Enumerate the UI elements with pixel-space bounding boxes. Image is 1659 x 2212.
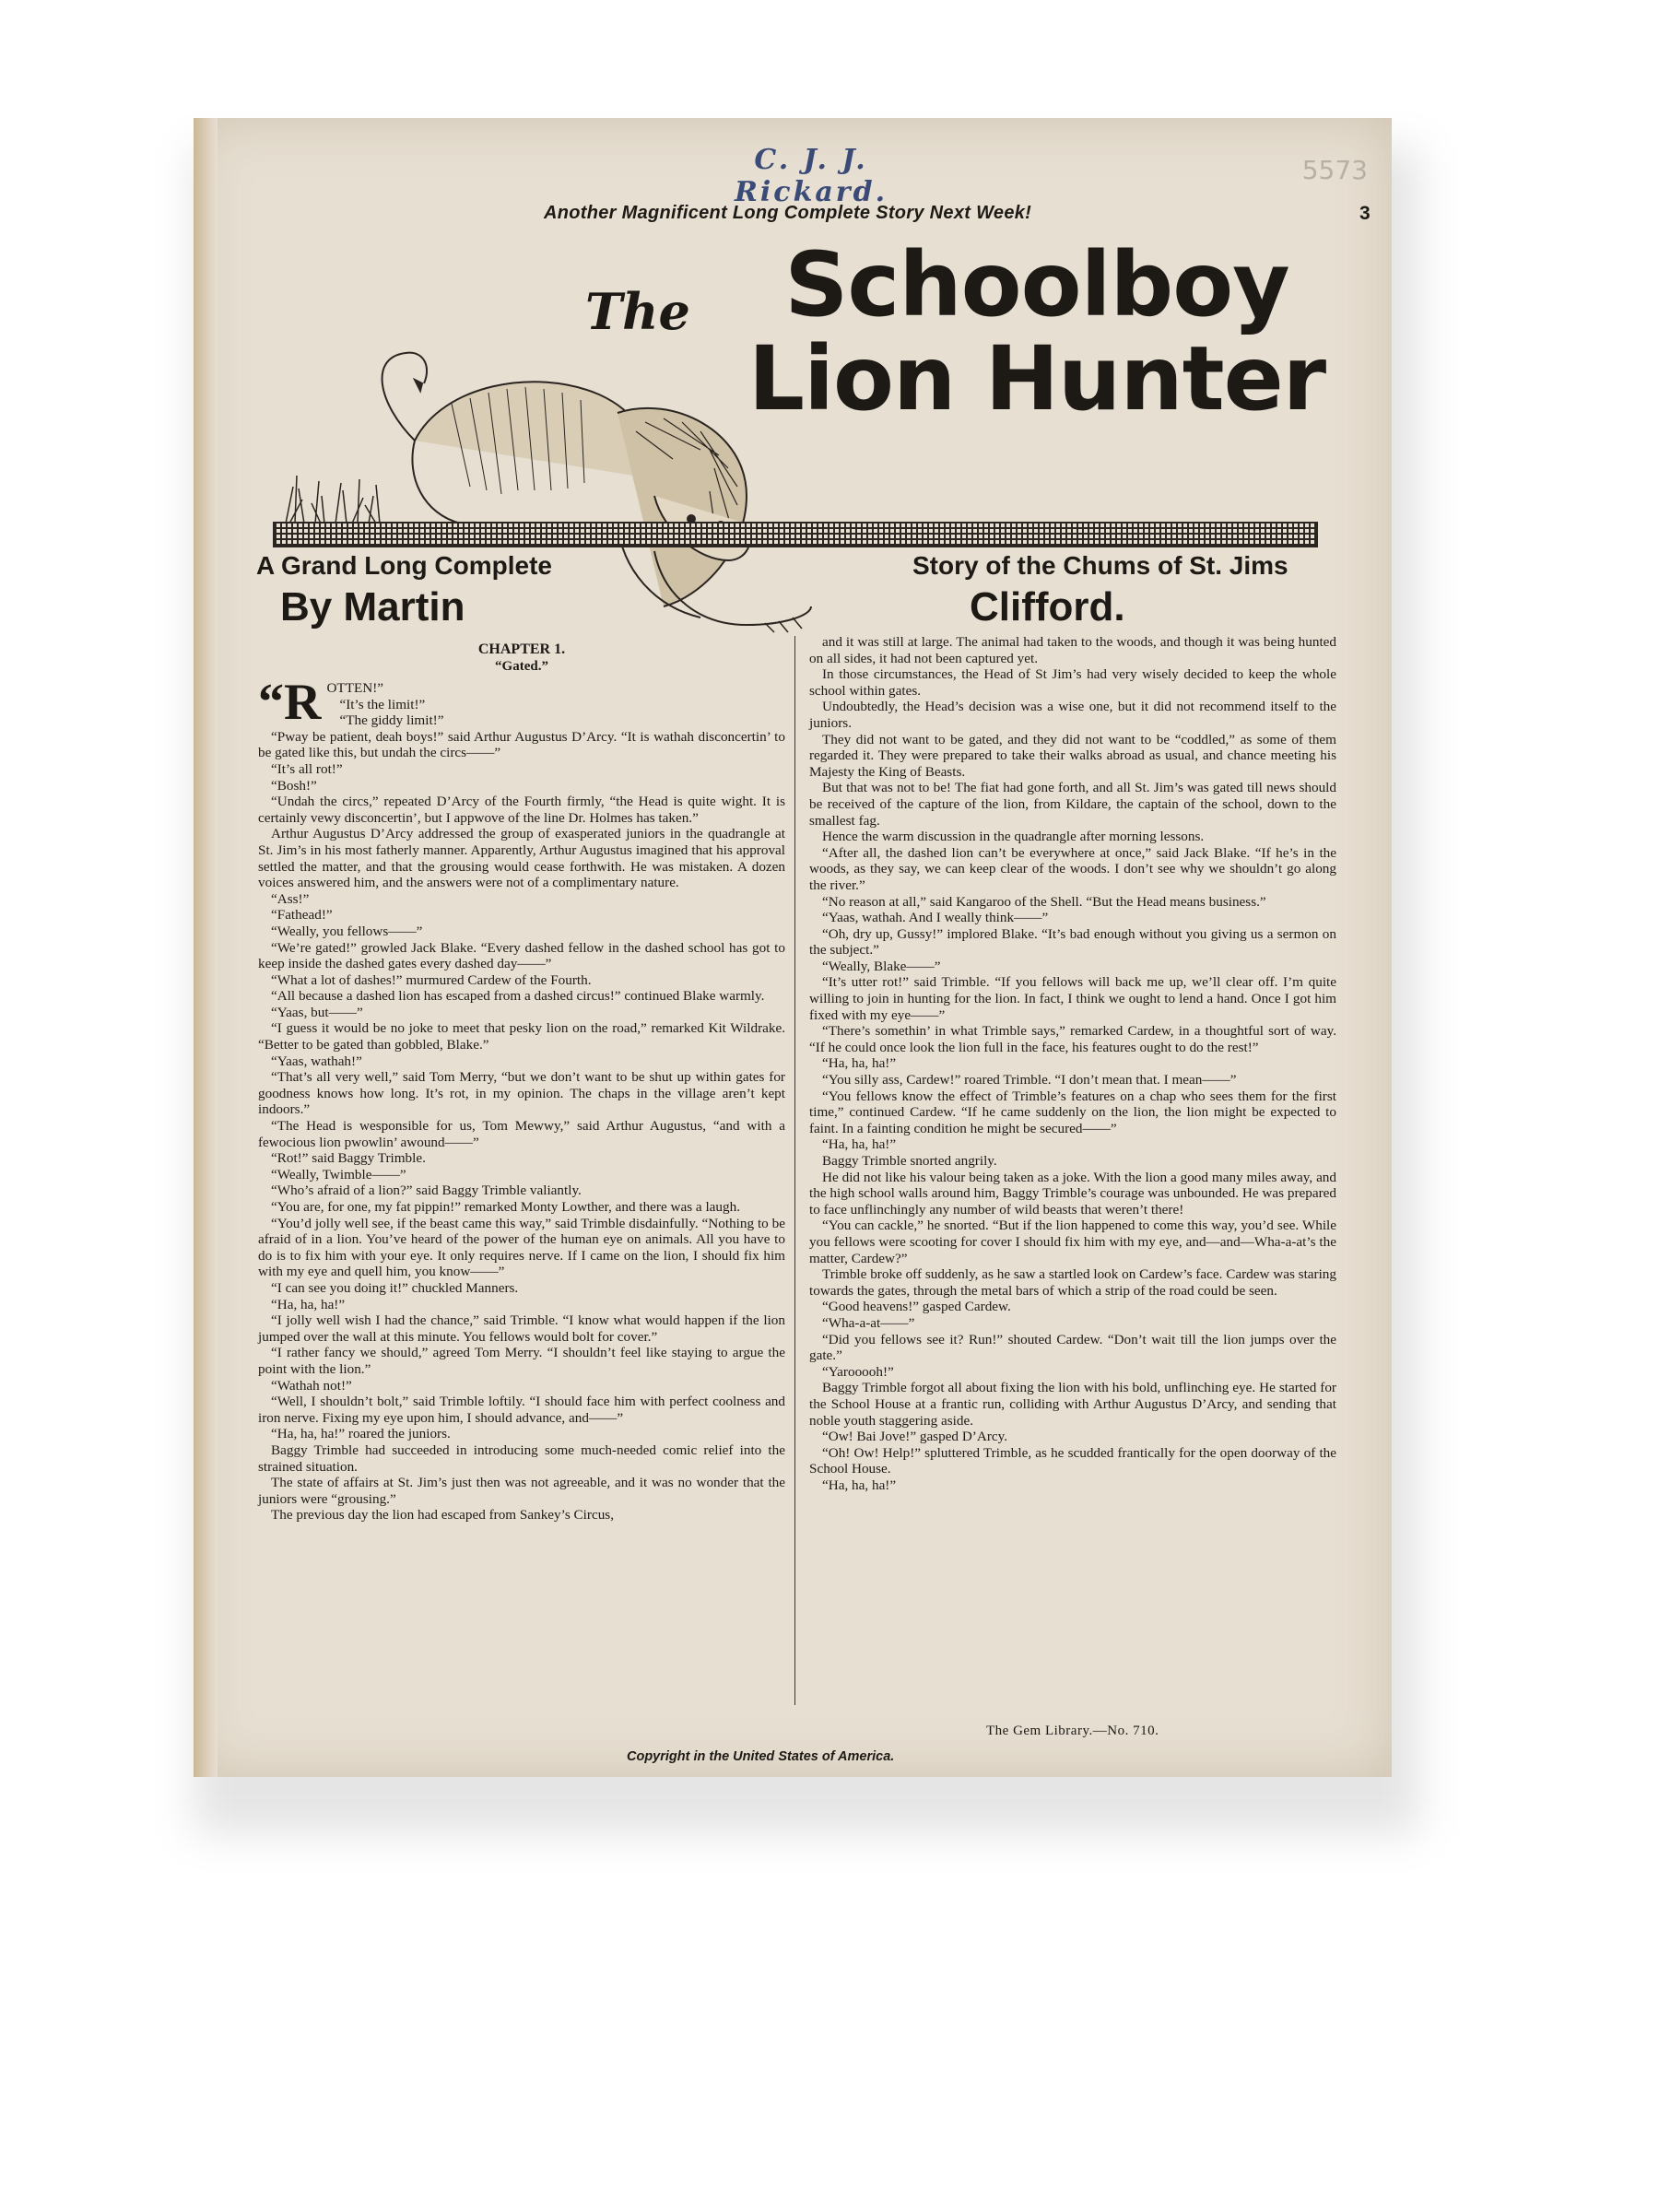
paragraph: “It’s the limit!” (339, 696, 426, 712)
left-column-paragraphs (258, 697, 785, 1524)
paragraph: “There’s somethin’ in what Trimble says,” remarked Cardew, in a thoughtful sort of way. “If he could once look the lion full in the face, his features ought to do the rest!” (809, 1023, 1336, 1055)
owner-stamp: C. J. J. Rickard. (734, 144, 888, 208)
paragraph: “Pway be patient, deah boys!” said Arthur Augustus D’Arcy. “It is wathah disconcertin’ to be gated like this, but undah the circs——” (258, 728, 785, 761)
chapter-number: CHAPTER 1. (477, 641, 566, 657)
opening-text: OTTEN!” (326, 680, 384, 696)
library-issue: The Gem Library.—No. 710. (986, 1724, 1159, 1738)
paragraph: “It’s all rot!” (271, 760, 343, 777)
pencil-note: 5573 (1301, 155, 1368, 185)
paragraph: “Ha, ha, ha!” (822, 1055, 897, 1072)
paragraph: “Ha, ha, ha!” (822, 1136, 897, 1153)
story-title (687, 233, 1387, 430)
paragraph: “I jolly well wish I had the chance,” said Trimble. “I know what would happen if the lion jumped over the wall at this minute. You fellows would bolt for cover.” (258, 1312, 785, 1345)
paragraph: “Yaas, wathah!” (271, 1053, 362, 1069)
paragraph: “Weally, Twimble——” (271, 1166, 406, 1182)
paragraph: “Ow! Bai Jove!” gasped D’Arcy. (822, 1429, 1008, 1445)
byline-author: Clifford. (970, 584, 1125, 629)
paragraph: “We’re gated!” growled Jack Blake. “Every dashed fellow in the dashed school has got to keep inside the dashed gates every dashed day——” (258, 939, 785, 972)
paragraph: “Oh, dry up, Gussy!” implored Blake. “It’s bad enough without you giving us a sermon on the subject.” (809, 925, 1336, 959)
paragraph: “Ha, ha, ha!” (271, 1296, 346, 1312)
paragraph: In those circumstances, the Head of St Jim’s had very wisely decided to keep the whole school within gates. (809, 666, 1336, 699)
paragraph: “Yarooooh!” (822, 1363, 894, 1380)
paragraph: Baggy Trimble snorted angrily. (822, 1153, 997, 1169)
paragraph: The state of affairs at St. Jim’s just then was not agreeable, and it was no wonder that the juniors were “grousing.” (258, 1475, 785, 1507)
paragraph: “You can cackle,” he snorted. “But if the lion happened to come this way, you’d see. While you fellows were scooting for cover I should fix him with my eye, and—and—Wha-a-at’s the matter, Cardew?” (809, 1218, 1336, 1266)
paragraph: They did not want to be gated, and they did not want to be “coddled,” as some of them regarded it. They were prepared to take their walks abroad as usual, and chance meeting his Majesty the King of Beasts. (809, 731, 1336, 780)
paragraph: “The Head is wesponsible for us, Tom Mewwy,” said Arthur Augustus, “and with a fewocious lion pwowlin’ awound——” (258, 1118, 785, 1150)
title-hatch-bar (273, 522, 1318, 547)
paragraph: “Ha, ha, ha!” (822, 1477, 897, 1493)
copyright-line: Copyright in the United States of America. (627, 1749, 895, 1764)
paragraph: “Good heavens!” gasped Cardew. (822, 1299, 1011, 1315)
paragraph: “Yaas, but——” (271, 1004, 363, 1020)
paragraph: He did not like his valour being taken as a joke. With the lion a good many miles away, and the high school walls around him, Baggy Trimble’s courage was unbounded. He was prepared to face unflinchingly any number of wild beasts that weren’t there! (809, 1169, 1336, 1218)
paragraph: “Well, I shouldn’t bolt,” said Trimble loftily. “I should face him with perfect coolness and iron nerve. Fixing my eye upon him, I should advance, and——” (258, 1394, 785, 1426)
paragraph: “No reason at all,” said Kangaroo of the Shell. “But the Head means business.” (822, 893, 1266, 910)
page-spine (194, 118, 218, 1777)
paragraph: “Wathah not!” (271, 1377, 352, 1394)
paragraph: “Undah the circs,” repeated D’Arcy of the Fourth firmly, “the Head is quite wight. It is certainly vewy disconcertin’, but I appwove of the line Dr. Holmes has taken.” (258, 794, 785, 826)
title-line-2: Lion Hunter (747, 327, 1326, 430)
paragraph: “You silly ass, Cardew!” roared Trimble. “I don’t mean that. I mean——” (822, 1072, 1237, 1088)
paragraph: Trimble broke off suddenly, as he saw a startled look on Cardew’s face. Cardew was staring towards the gates, through the metal bars of which a strip of the road could be seen. (809, 1266, 1336, 1299)
paragraph: “You are, for one, my fat pippin!” remarked Monty Lowther, and there was a laugh. (271, 1199, 741, 1215)
paragraph: “I rather fancy we should,” agreed Tom Merry. “I shouldn’t feel like staying to argue the point with the lion.” (258, 1345, 785, 1377)
paragraph: “I guess it would be no joke to meet that pesky lion on the road,” remarked Kit Wildrake. “Better to be gated than gobbled, Blake.” (258, 1020, 785, 1053)
paragraph: “Who’s afraid of a lion?” said Baggy Trimble valiantly. (271, 1182, 582, 1199)
paragraph: “I can see you doing it!” chuckled Manners. (271, 1279, 519, 1296)
paragraph: “Weally, Blake——” (822, 958, 941, 974)
paragraph: Baggy Trimble forgot all about fixing the lion with his bold, unflinching eye. He started for the School House at a frantic run, colliding with Arthur Augustus D’Arcy, and sending that noble youth staggering aside. (809, 1380, 1336, 1429)
column-divider (794, 636, 795, 1705)
byline-by: By Martin (280, 584, 465, 629)
paragraph: “Wha-a-at——” (822, 1314, 915, 1331)
paragraph: “You fellows know the effect of Trimble’s features on a chap who sees them for the first time,” continued Cardew. “If he came suddenly on the lion, the lion might be expected to faint. In a fainting condition he might be secured——” (809, 1088, 1336, 1136)
paragraph: “It’s utter rot!” said Trimble. “If you fellows will back me up, we’ll clear off. I’m quite willing to join in hunting for the lion. In fact, I think we ought to lend a hand. Once I got him fixed with my eye——” (809, 974, 1336, 1023)
paragraph: But that was not to be! The fiat had gone forth, and all St. Jim’s was gated till news should be received of the capture of the lion, from Kildare, the captain of the school, down to the smallest fag. (809, 780, 1336, 829)
drop-cap: “R (258, 674, 322, 731)
paragraph: Baggy Trimble had succeeded in introducing some much-needed comic relief into the strained situation. (258, 1441, 785, 1475)
title-line-1: Schoolboy (784, 233, 1289, 336)
subtitle-left: A Grand Long Complete (256, 551, 552, 580)
paragraph: “You’d jolly well see, if the beast came this way,” said Trimble disdainfully. “Nothing to be afraid of in a lion. You’ve heard of the power of the human eye on animals. All you have to do is to fix him with your eye. It only requires nerve. If I came on the lion, I should fix him with my eye and quell him, you know——” (258, 1215, 785, 1280)
magazine-page (194, 118, 1392, 1777)
paragraph: “The giddy limit!” (339, 712, 444, 729)
paragraph: “That’s all very well,” said Tom Merry, “but we don’t want to be shut up within gates for goodness knows how long. It’s rot, in my opinion. The chaps in the village aren’t kept indoors.” (258, 1069, 785, 1118)
paragraph: “Rot!” said Baggy Trimble. (271, 1150, 426, 1167)
paragraph: “Oh! Ow! Help!” spluttered Trimble, as he scudded frantically for the open doorway of the School House. (809, 1444, 1336, 1477)
paragraph: “Yaas, wathah. And I weally think——” (822, 910, 1049, 926)
paragraph: “Weally, you fellows——” (271, 923, 423, 939)
paragraph: “What a lot of dashes!” murmured Cardew of the Fourth. (271, 971, 592, 988)
subtitle-right: Story of the Chums of St. Jims (912, 551, 1288, 580)
title-the: The (585, 282, 690, 341)
grass-tufts (286, 476, 380, 524)
right-column (809, 634, 1336, 1493)
right-column-paragraphs (809, 634, 1336, 1493)
paragraph: The previous day the lion had escaped from Sankey’s Circus, (271, 1507, 614, 1524)
paragraph: “Fathead!” (271, 907, 333, 924)
chapter-title: “Gated.” (495, 659, 548, 674)
paragraph: and it was still at large. The animal had taken to the woods, and though it was being hunted on all sides, it had not been captured yet. (809, 634, 1336, 666)
page-number: 3 (1359, 203, 1371, 224)
paragraph: “All because a dashed lion has escaped from a dashed circus!” continued Blake warmly. (271, 988, 765, 1005)
paragraph: “Ha, ha, ha!” roared the juniors. (271, 1426, 451, 1442)
paragraph: Hence the warm discussion in the quadrangle after morning lessons. (822, 829, 1205, 845)
paragraph: “Did you fellows see it? Run!” shouted Cardew. “Don’t wait till the lion jumps over the gate.” (809, 1331, 1336, 1364)
paragraph: “After all, the dashed lion can’t be everywhere at once,” said Jack Blake. “If he’s in the woods, as they say, we can keep clear of the woods. I don’t see why we shouldn’t go along the river.” (809, 844, 1336, 893)
paragraph: “Ass!” (271, 890, 310, 907)
paragraph: Arthur Augustus D’Arcy addressed the group of exasperated juniors in the quadrangle at St. Jim’s in his most fatherly manner. Apparently, Arthur Augustus imagined that his approval settled the matter, and that the grousing would cease forthwith. He was mistaken. A dozen voices answered him, and the answers were not of a complimentary nature. (258, 826, 785, 891)
paragraph: Undoubtedly, the Head’s decision was a wise one, but it did not recommend itself to the juniors. (809, 699, 1336, 731)
left-column (258, 641, 785, 1524)
header-tagline: Another Magnificent Long Complete Story Next Week! (544, 203, 1032, 223)
paragraph: “Bosh!” (271, 777, 317, 794)
